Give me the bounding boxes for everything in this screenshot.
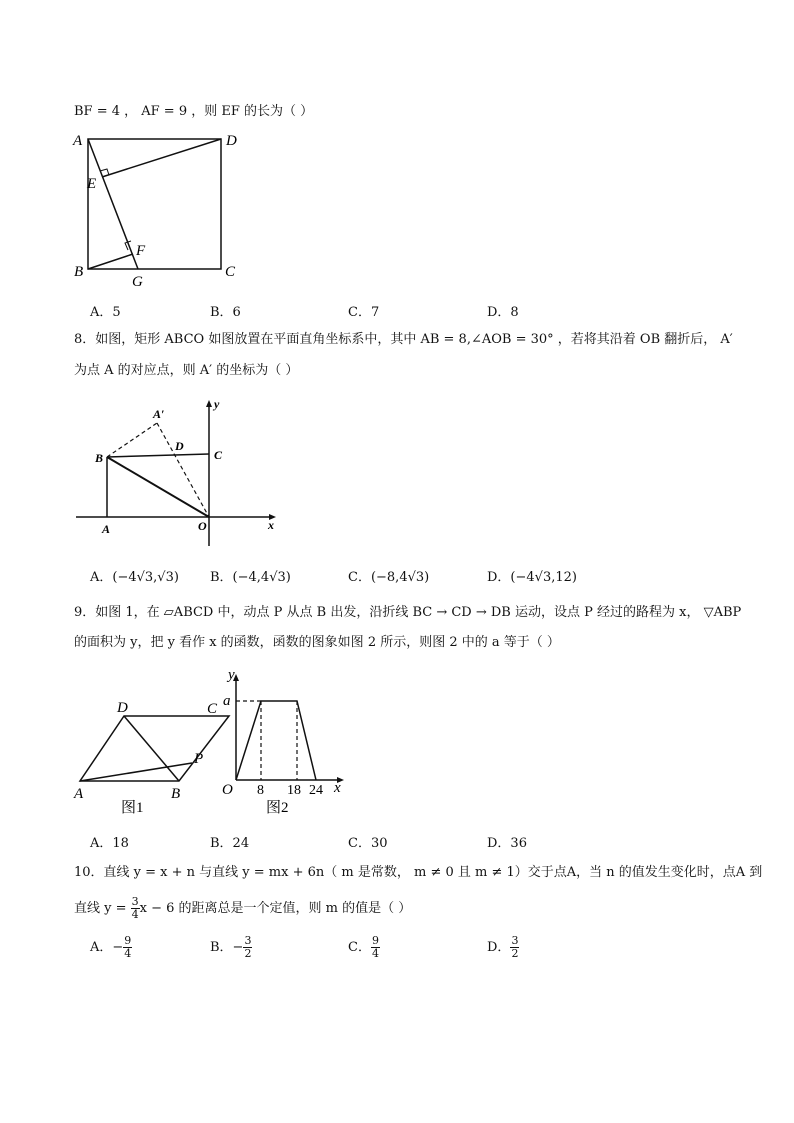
- q8-option-d[interactable]: D．(−4√3,12): [487, 570, 577, 585]
- q10-stem-line1: 10．直线 y = x + n 与直线 y = mx + 6n（ m 是常数， m ≠ 0 且 m ≠ 1）交于点A，当 n 的值发生变化时，点A 到: [74, 865, 763, 880]
- q8-option-a[interactable]: A．(−4√3,√3): [90, 570, 179, 585]
- q9-option-c[interactable]: C．30: [348, 836, 388, 851]
- q8-label-o: O: [198, 519, 207, 533]
- q9-fig2-tick-18: 18: [287, 783, 301, 798]
- q9-fig2-label-y: y: [228, 667, 235, 683]
- q10-option-b[interactable]: [210, 935, 252, 960]
- q9-parallelogram-figure: [70, 696, 235, 821]
- q10-option-b-frac: [243, 935, 252, 960]
- q10-frac-num: 3: [131, 895, 139, 908]
- q9-fig2-caption: 图2: [266, 800, 289, 816]
- q8-label-a: A: [102, 522, 111, 536]
- q10-option-d-frac: [510, 935, 519, 960]
- q10-option-c[interactable]: [348, 935, 380, 960]
- q9-fig2-label-a: a: [223, 693, 231, 709]
- q10-option-c-den: 4: [371, 947, 379, 960]
- q9-fig2-label-o: O: [222, 782, 233, 798]
- q9-stem-line2: 的面积为 y，把 y 看作 x 的函数，函数的图象如图 2 所示，则图 2 中的 a 等于（ ）: [74, 635, 560, 650]
- q10-line2-post: x − 6 的距离总是一个定值，则 m 的值是（ ）: [139, 901, 412, 916]
- q10-option-b-den: 2: [244, 947, 252, 960]
- q10-stem-line2: [74, 896, 411, 921]
- q10-option-a-label: A．−: [90, 940, 124, 955]
- q9-option-d[interactable]: D．36: [487, 836, 527, 851]
- q8-stem-line1: 8．如图，矩形 ABCO 如图放置在平面直角坐标系中，其中 AB = 8,∠AOB = 30° ，若将其沿着 OB 翻折后， A′: [74, 332, 733, 347]
- q9-fig1-label-d: D: [117, 700, 128, 716]
- q7-square-figure: [70, 128, 250, 293]
- q9-fig1-caption: 图1: [121, 800, 144, 816]
- q8-stem-line2: 为点 A 的对应点，则 A′ 的坐标为（ ）: [74, 363, 299, 378]
- q10-option-a[interactable]: [90, 935, 132, 960]
- q9-fig1-label-c: C: [207, 701, 218, 717]
- q7-option-a[interactable]: A．5: [90, 305, 121, 320]
- q10-option-a-num: 9: [124, 934, 132, 947]
- q8-label-a-prime: A′: [153, 407, 165, 421]
- q10-option-d-num: 3: [511, 934, 519, 947]
- q8-option-c[interactable]: C．(−8,4√3): [348, 570, 430, 585]
- q7-label-b: B: [74, 264, 84, 280]
- q10-option-d-label: D．: [487, 940, 511, 955]
- q9-option-b[interactable]: B．24: [210, 836, 250, 851]
- q9-stem-line1: 9．如图 1，在 ▱ABCD 中，动点 P 从点 B 出发，沿折线 BC → CD → DB 运动，设点 P 经过的路程为 x， ▽ABP: [74, 605, 742, 620]
- q8-label-b: B: [95, 451, 104, 465]
- q8-option-b[interactable]: B．(−4,4√3): [210, 570, 291, 585]
- q10-frac-den: 4: [131, 908, 139, 921]
- q10-option-c-label: C．: [348, 940, 371, 955]
- q9-fig1-label-b: B: [171, 786, 181, 802]
- q9-fig1-label-p: P: [194, 751, 204, 767]
- q8-label-d: D: [175, 439, 184, 453]
- q10-option-b-num: 3: [244, 934, 252, 947]
- q9-option-a[interactable]: A．18: [90, 836, 129, 851]
- q7-label-a: A: [73, 133, 83, 149]
- q8-label-x: x: [268, 518, 274, 532]
- q7-label-g: G: [132, 274, 143, 290]
- q10-option-a-frac: [123, 935, 132, 960]
- q8-coordinate-figure: [76, 396, 281, 551]
- q9-graph-figure: [218, 668, 353, 823]
- q10-option-c-num: 9: [371, 934, 379, 947]
- q7-option-c[interactable]: C．7: [348, 305, 380, 320]
- q7-label-e: E: [87, 176, 97, 192]
- q7-label-c: C: [225, 264, 236, 280]
- q9-fig2-tick-24: 24: [309, 783, 323, 798]
- q7-option-d[interactable]: D．8: [487, 305, 519, 320]
- q10-fraction: [131, 896, 140, 921]
- q10-option-a-den: 4: [124, 947, 132, 960]
- q8-label-y: y: [214, 397, 220, 411]
- q7-stem: BF = 4 ， AF = 9 ，则 EF 的长为（ ）: [74, 104, 314, 119]
- q9-fig2-tick-8: 8: [257, 783, 264, 798]
- q7-option-b[interactable]: B．6: [210, 305, 241, 320]
- q10-option-d-den: 2: [511, 947, 519, 960]
- q9-fig2-label-x: x: [334, 780, 341, 796]
- q10-option-c-frac: [371, 935, 380, 960]
- q10-option-b-label: B．−: [210, 940, 244, 955]
- q7-label-d: D: [226, 133, 237, 149]
- q7-label-f: F: [136, 243, 146, 259]
- q9-fig1-label-a: A: [74, 786, 84, 802]
- q10-option-d[interactable]: [487, 935, 519, 960]
- q10-line2-pre: 直线 y =: [74, 901, 131, 916]
- q8-label-c: C: [214, 448, 223, 462]
